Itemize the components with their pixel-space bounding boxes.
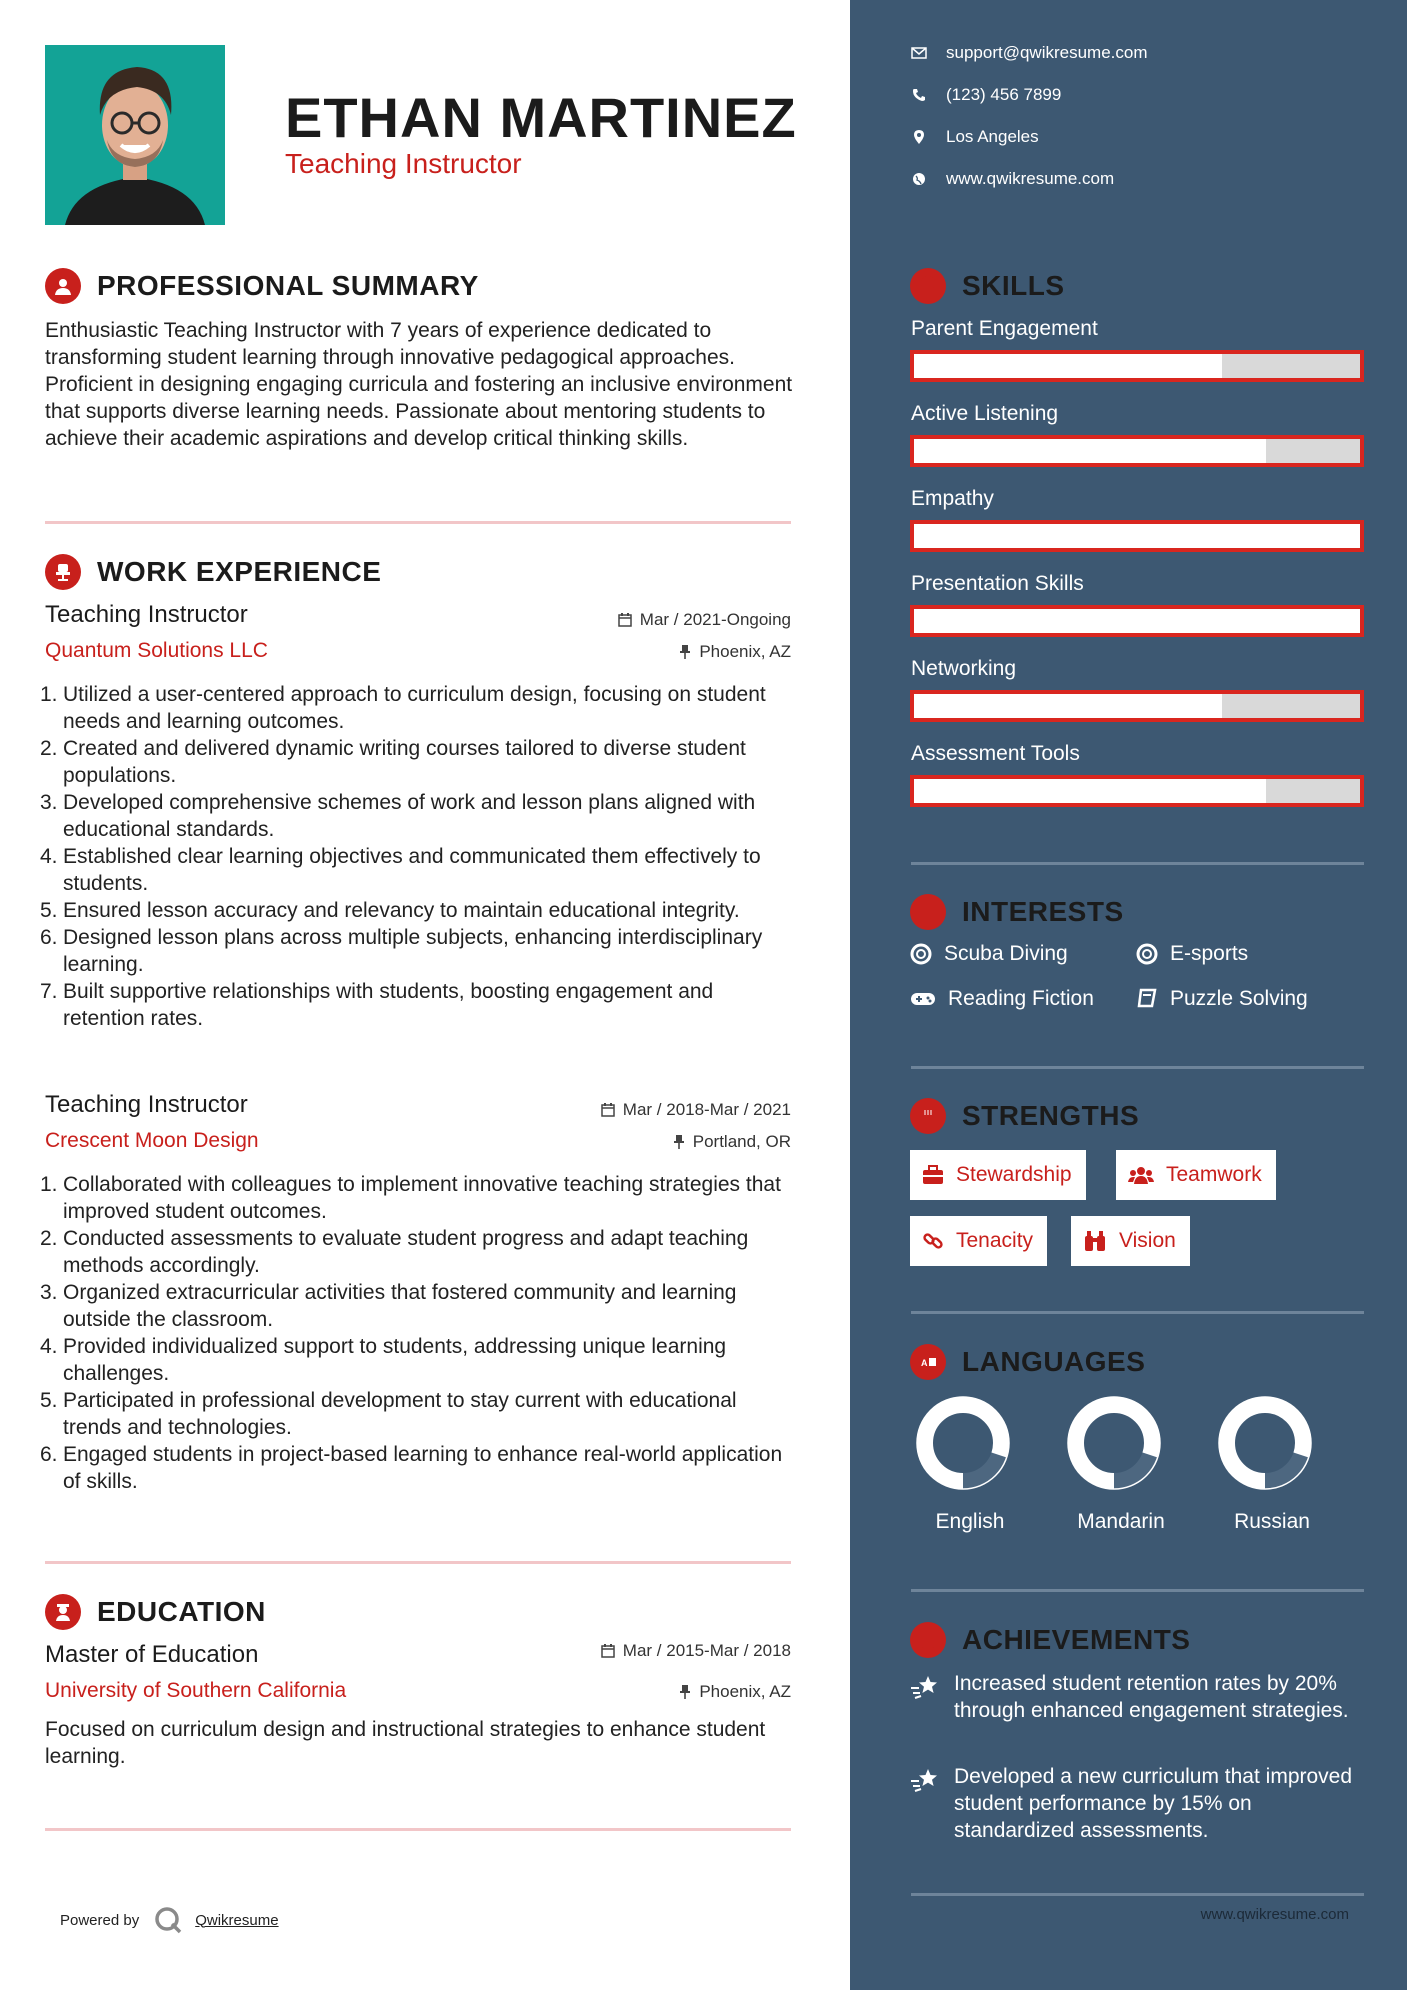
skill-label: Presentation Skills: [911, 572, 1084, 595]
achievement-text: Developed a new curriculum that improved student performance by 15% on standardized assessments.: [954, 1765, 1353, 1842]
interests-heading: [910, 894, 1124, 930]
list-item: 1. Utilized a user-centered approach to curriculum design, focusing on student needs and learning outcomes.: [40, 683, 766, 733]
list-item: 2. Conducted assessments to evaluate student progress and adapt teaching methods accordingly.: [40, 1227, 749, 1277]
strengths-heading: [910, 1098, 1139, 1134]
list-item: 6. Engaged students in project-based learning to enhance real-world application of skills.: [40, 1443, 783, 1493]
list-item: 3. Developed comprehensive schemes of work and lesson plans aligned with educational standards.: [40, 791, 756, 841]
graduate-icon: [45, 1594, 81, 1630]
job-location-text: Phoenix, AZ: [699, 642, 791, 661]
skill-bar-fill: [914, 354, 1222, 378]
achievements-heading: [910, 1622, 1190, 1658]
work-heading: [45, 554, 381, 590]
list-item: 2. Created and delivered dynamic writing courses tailored to diverse student populations.: [40, 737, 746, 787]
skill-bar: [910, 690, 1364, 722]
skill-bar: [910, 775, 1364, 807]
strength-label: Teamwork: [1166, 1163, 1262, 1186]
interest-item: [1136, 987, 1308, 1011]
globe-icon: [910, 172, 928, 186]
divider: [45, 1828, 791, 1831]
degree-title: Master of Education: [45, 1641, 259, 1668]
job-location-text: Portland, OR: [692, 1132, 791, 1151]
svg-text:A: A: [921, 1358, 928, 1368]
skill-bar-fill: [914, 439, 1266, 463]
calendar-icon: [601, 1103, 615, 1117]
achievement-text: Increased student retention rates by 20% through enhanced engagement strategies.: [954, 1672, 1349, 1722]
calendar-icon: [601, 1644, 615, 1658]
email-text: support@qwikresume.com: [946, 43, 1148, 62]
candidate-title: Teaching Instructor: [285, 148, 522, 179]
powered-by-label: Powered by: [60, 1911, 140, 1929]
life-ring-icon: [1136, 943, 1158, 965]
powered-by: [60, 1905, 279, 1935]
divider: [911, 1311, 1364, 1314]
skill-bar: [910, 520, 1364, 552]
list-item: 4. Provided individualized support to students, addressing unique learning challenges.: [40, 1335, 727, 1385]
skill-label: Active Listening: [911, 402, 1059, 425]
star-badge-icon: [910, 1622, 946, 1658]
divider: [911, 1066, 1364, 1069]
divider: [911, 1893, 1364, 1896]
education-location: [679, 1682, 791, 1702]
job-location: [679, 642, 791, 662]
skill-bar: [910, 605, 1364, 637]
candidate-name: ETHAN MARTINEZ: [285, 86, 797, 149]
language-label: Russian: [1234, 1510, 1310, 1533]
profile-photo: [45, 45, 225, 225]
summary-heading-text: PROFESSIONAL SUMMARY: [97, 270, 479, 301]
interest-label: Scuba Diving: [944, 942, 1068, 965]
skill-bar-fill: [914, 694, 1222, 718]
skill-bar: [910, 435, 1364, 467]
phone-icon: [910, 88, 928, 102]
user-icon: [45, 268, 81, 304]
skill-label: Empathy: [911, 487, 994, 510]
envelope-icon: [910, 47, 928, 59]
strength-badge: [910, 1150, 1086, 1200]
translate-icon: [910, 1344, 946, 1380]
strength-label: Stewardship: [956, 1163, 1072, 1186]
job-bullets: [40, 681, 795, 1032]
strength-badge: [1071, 1216, 1190, 1266]
lightbulb-icon: [910, 268, 946, 304]
strengths-heading-text: STRENGTHS: [962, 1100, 1140, 1131]
interest-item: [910, 942, 1068, 966]
language-donut: [1215, 1393, 1315, 1493]
profile-photo-illustration: [45, 45, 225, 225]
job-title: Teaching Instructor: [45, 1091, 248, 1118]
achievement-item: [910, 1670, 1370, 1724]
divider: [45, 1561, 791, 1564]
shooting-star-icon: [910, 1674, 942, 1700]
shooting-star-icon: [910, 1767, 942, 1793]
list-item: 5. Participated in professional development to stay current with educational trends and technologies.: [40, 1389, 737, 1439]
map-pin-icon: [910, 129, 928, 145]
job-company: Quantum Solutions LLC: [45, 639, 268, 662]
summary-text: Enthusiastic Teaching Instructor with 7 years of experience dedicated to transforming student learning through innovative pedagogical approaches. Proficient in designing engaging curricula and fostering an inclusive environment that supports diverse learning needs. Passionate about mentoring students to achieve their academic aspirations and develop critical thinking skills.: [45, 319, 793, 450]
education-date-text: Mar / 2015-Mar / 2018: [622, 1641, 791, 1660]
job-date-text: Mar / 2021-Ongoing: [639, 610, 791, 629]
gamepad-icon: [910, 990, 936, 1008]
list-item: 3. Organized extracurricular activities that fostered community and learning outside the classroom.: [40, 1281, 737, 1331]
divider: [911, 1589, 1364, 1592]
job-title: Teaching Instructor: [45, 601, 248, 628]
interest-item: [910, 987, 1094, 1011]
website-text: www.qwikresume.com: [946, 169, 1115, 188]
languages-heading-text: LANGUAGES: [962, 1346, 1146, 1377]
education-description: Focused on curriculum design and instructional strategies to enhance student learning.: [45, 1718, 766, 1768]
footer-website[interactable]: www.qwikresume.com: [1200, 1906, 1349, 1923]
chair-icon: [45, 554, 81, 590]
work-heading-text: WORK EXPERIENCE: [97, 556, 382, 587]
language-donut: [1064, 1393, 1164, 1493]
skills-heading: [910, 268, 1065, 304]
achievement-item: [910, 1763, 1370, 1844]
briefcase-icon: [922, 1165, 944, 1185]
education-date: [601, 1641, 791, 1661]
pin-icon: [679, 1685, 691, 1699]
qwikresume-logo-icon: [153, 1905, 183, 1935]
list-item: 1. Collaborated with colleagues to implement innovative teaching strategies that improved student outcomes.: [40, 1173, 781, 1223]
contact-location: [910, 127, 1039, 147]
binoculars-icon: [1083, 1230, 1107, 1252]
skills-heading-text: SKILLS: [962, 270, 1065, 301]
list-item: 7. Built supportive relationships with students, boosting engagement and retention rates.: [40, 980, 714, 1030]
contact-website[interactable]: [910, 169, 1114, 189]
skill-label: Parent Engagement: [911, 317, 1098, 340]
users-icon: [1128, 1165, 1154, 1185]
location-text: Los Angeles: [946, 127, 1039, 146]
skill-bar-fill: [914, 609, 1360, 633]
pin-icon: [679, 645, 691, 659]
divider: [45, 521, 791, 524]
job-date-text: Mar / 2018-Mar / 2021: [622, 1100, 791, 1119]
interest-label: Reading Fiction: [948, 987, 1094, 1010]
qwikresume-link[interactable]: Qwikresume: [195, 1911, 279, 1929]
skill-bar-fill: [914, 524, 1360, 548]
life-ring-icon: [910, 943, 932, 965]
strength-badge: [1116, 1150, 1276, 1200]
skill-label: Assessment Tools: [911, 742, 1080, 765]
contact-phone[interactable]: [910, 85, 1061, 105]
skill-label: Networking: [911, 657, 1017, 680]
pin-icon: [673, 1135, 685, 1149]
list-item: 5. Ensured lesson accuracy and relevancy to maintain educational integrity.: [40, 899, 740, 922]
language-label: Mandarin: [1077, 1510, 1165, 1533]
achievements-heading-text: ACHIEVEMENTS: [962, 1624, 1191, 1655]
book-icon: [1136, 988, 1158, 1010]
fist-icon: [910, 1098, 946, 1134]
calendar-icon: [618, 613, 632, 627]
link-icon: [922, 1230, 944, 1252]
language-donut: [913, 1393, 1013, 1493]
skill-bar-fill: [914, 779, 1266, 803]
languages-heading: [910, 1344, 1145, 1380]
list-item: 6. Designed lesson plans across multiple subjects, enhancing interdisciplinary learning.: [40, 926, 763, 976]
job-company: Crescent Moon Design: [45, 1129, 259, 1152]
summary-heading: [45, 268, 479, 304]
strength-label: Tenacity: [956, 1229, 1034, 1252]
education-heading: [45, 1594, 266, 1630]
job-date: [601, 1100, 791, 1120]
interests-heading-text: INTERESTS: [962, 896, 1124, 927]
divider: [911, 862, 1364, 865]
paper-plane-icon: [910, 894, 946, 930]
language-label: English: [935, 1510, 1005, 1533]
interest-item: [1136, 942, 1248, 966]
interest-label: E-sports: [1170, 942, 1249, 965]
job-location: [673, 1132, 791, 1152]
education-location-text: Phoenix, AZ: [699, 1682, 791, 1701]
job-date: [618, 610, 791, 630]
skill-bar: [910, 350, 1364, 382]
interest-label: Puzzle Solving: [1170, 987, 1308, 1010]
phone-text: (123) 456 7899: [946, 85, 1062, 104]
school-name: University of Southern California: [45, 1679, 347, 1702]
job-bullets: [40, 1171, 795, 1495]
contact-email[interactable]: [910, 43, 1148, 63]
strength-badge: [910, 1216, 1047, 1266]
strength-label: Vision: [1119, 1229, 1176, 1252]
education-heading-text: EDUCATION: [97, 1596, 266, 1627]
list-item: 4. Established clear learning objectives and communicated them effectively to students.: [40, 845, 761, 895]
